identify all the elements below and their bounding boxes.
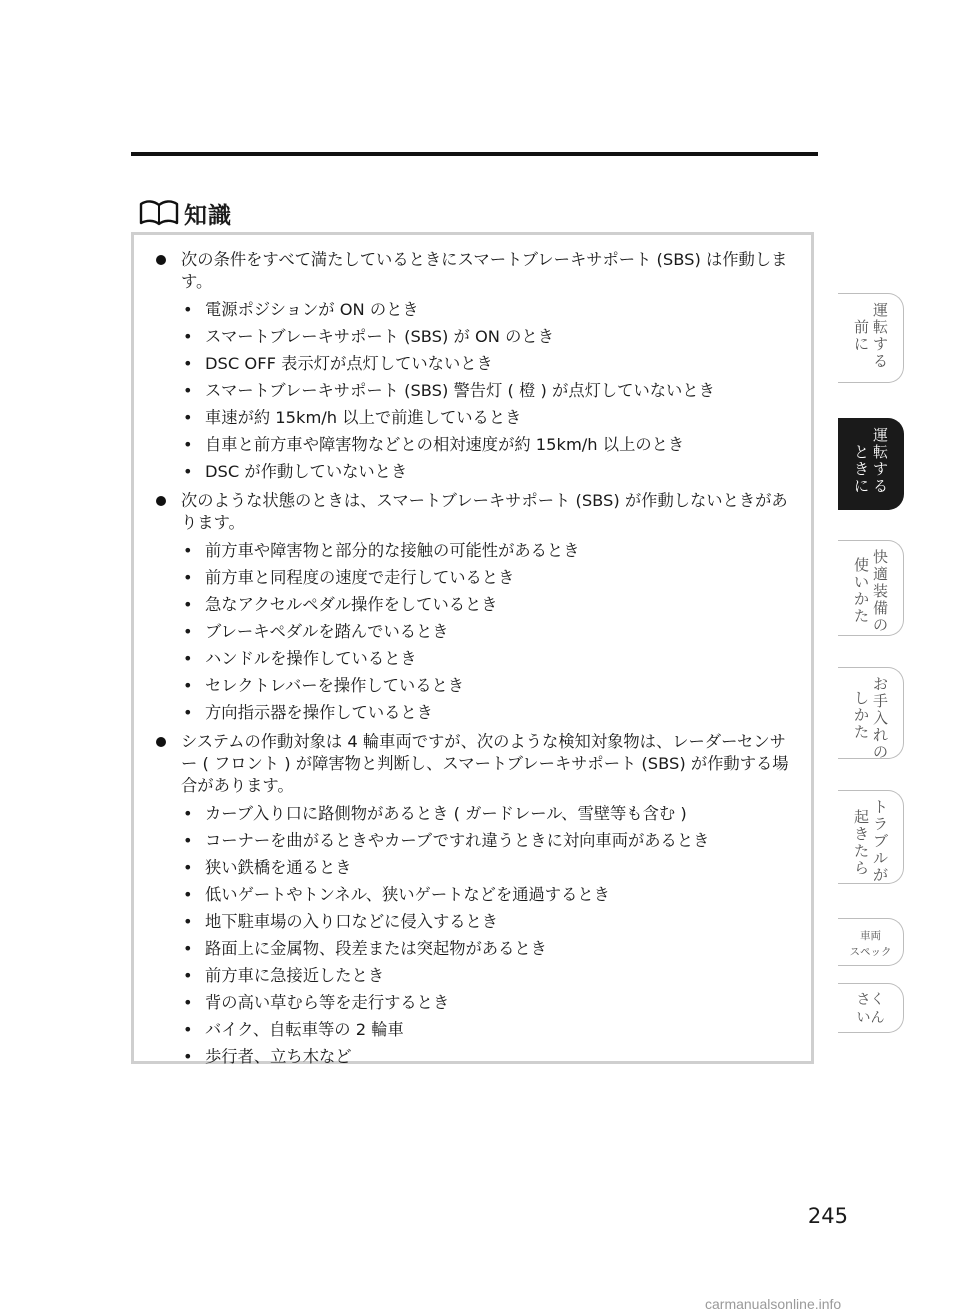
tab-label-line2: スペック [849,946,892,958]
main-point [156,490,799,724]
sub-item: • 急なアクセルペダル操作をしているとき [181,594,799,616]
tab-label-line1: お手入れの [872,675,888,761]
page-number: 245 [807,1204,848,1228]
sub-item: • スマートブレーキサポート (SBS) 警告灯 ( 橙 ) が点灯していないとき [181,380,799,402]
sub-item: • 前方車に急接近したとき [181,965,799,987]
sub-item: • コーナーを曲がるときやカーブですれ違うときに対向車両があるとき [181,830,799,852]
main-point-text: システムの作動対象は 4 輪車両ですが、次のような検知対象物は、レーダーセンサー ( フロント ) が障害物と判断し、スマートブレーキサポート (SBS) が作動する場合があります。 [181,732,789,795]
tab-index[interactable] [838,983,904,1033]
sub-item: • DSC OFF 表示灯が点灯していないとき [181,353,799,375]
section-heading [138,196,232,230]
sub-item: • 前方車と同程度の速度で走行しているとき [181,567,799,589]
tab-label-line2: しかた [853,689,869,741]
sub-item: • ブレーキペダルを踏んでいるとき [181,621,799,643]
sub-item: • カーブ入り口に路側物があるとき ( ガードレール、雪壁等も含む ) [181,803,799,825]
section-title: 知識 [184,202,232,229]
main-point-text: 次の条件をすべて満たしているときにスマートブレーキサポート (SBS) は作動します。 [181,250,788,291]
watermark: carmanualsonline.info [705,1296,842,1312]
tab-label-line1: 車両 [860,930,881,942]
tab-label-line1: 快適装備の [872,548,888,634]
sub-item: • 電源ポジションが ON のとき [181,299,799,321]
tab-label-line1: トラブルが [872,798,888,884]
sub-list [181,803,799,1068]
sub-item: • 背の高い草むら等を走行するとき [181,992,799,1014]
knowledge-box [131,232,814,1064]
tab-while-driving[interactable] [838,418,904,510]
tab-comfort[interactable] [838,540,904,636]
tab-trouble[interactable] [838,790,904,884]
sub-item: • 歩行者、立ち木など [181,1046,799,1068]
main-point [156,731,799,1068]
main-point [156,249,799,483]
tab-label-line2: ときに [853,443,869,495]
sub-item: • DSC が作動していないとき [181,461,799,483]
sub-item: • 方向指示器を操作しているとき [181,702,799,724]
tab-label-line2: 起きたら [853,808,869,877]
main-point-text: 次のような状態のときは、スマートブレーキサポート (SBS) が作動しないときがあります。 [181,491,788,532]
tab-label-line1: さく [856,992,885,1008]
sub-item: • 前方車や障害物と部分的な接触の可能性があるとき [181,540,799,562]
tab-label-line2: いん [856,1010,885,1026]
sub-item: • 車速が約 15km/h 以上で前進しているとき [181,407,799,429]
tab-label-line1: 運転する [872,426,888,495]
tab-label-line1: 運転する [872,301,888,370]
sub-item: • 低いゲートやトンネル、狭いゲートなどを通過するとき [181,884,799,906]
sub-list [181,540,799,724]
top-rule [131,152,818,156]
sub-item: • 地下駐車場の入り口などに侵入するとき [181,911,799,933]
sub-item: • セレクトレバーを操作しているとき [181,675,799,697]
tab-specs[interactable] [838,918,904,966]
tab-label-line2: 使いかた [853,556,869,625]
sub-item: • スマートブレーキサポート (SBS) が ON のとき [181,326,799,348]
tab-care[interactable] [838,667,904,759]
sub-item: • 狭い鉄橋を通るとき [181,857,799,879]
points-list [134,235,811,1068]
sub-item: • バイク、自転車等の 2 輪車 [181,1019,799,1041]
tab-before-driving[interactable] [838,293,904,383]
sub-item: • 路面上に金属物、段差または突起物があるとき [181,938,799,960]
sub-list [181,299,799,483]
book-icon [138,199,180,227]
tab-label-line2: 前に [853,318,869,353]
sub-item: • 自車と前方車や障害物などとの相対速度が約 15km/h 以上のとき [181,434,799,456]
sub-item: • ハンドルを操作しているとき [181,648,799,670]
